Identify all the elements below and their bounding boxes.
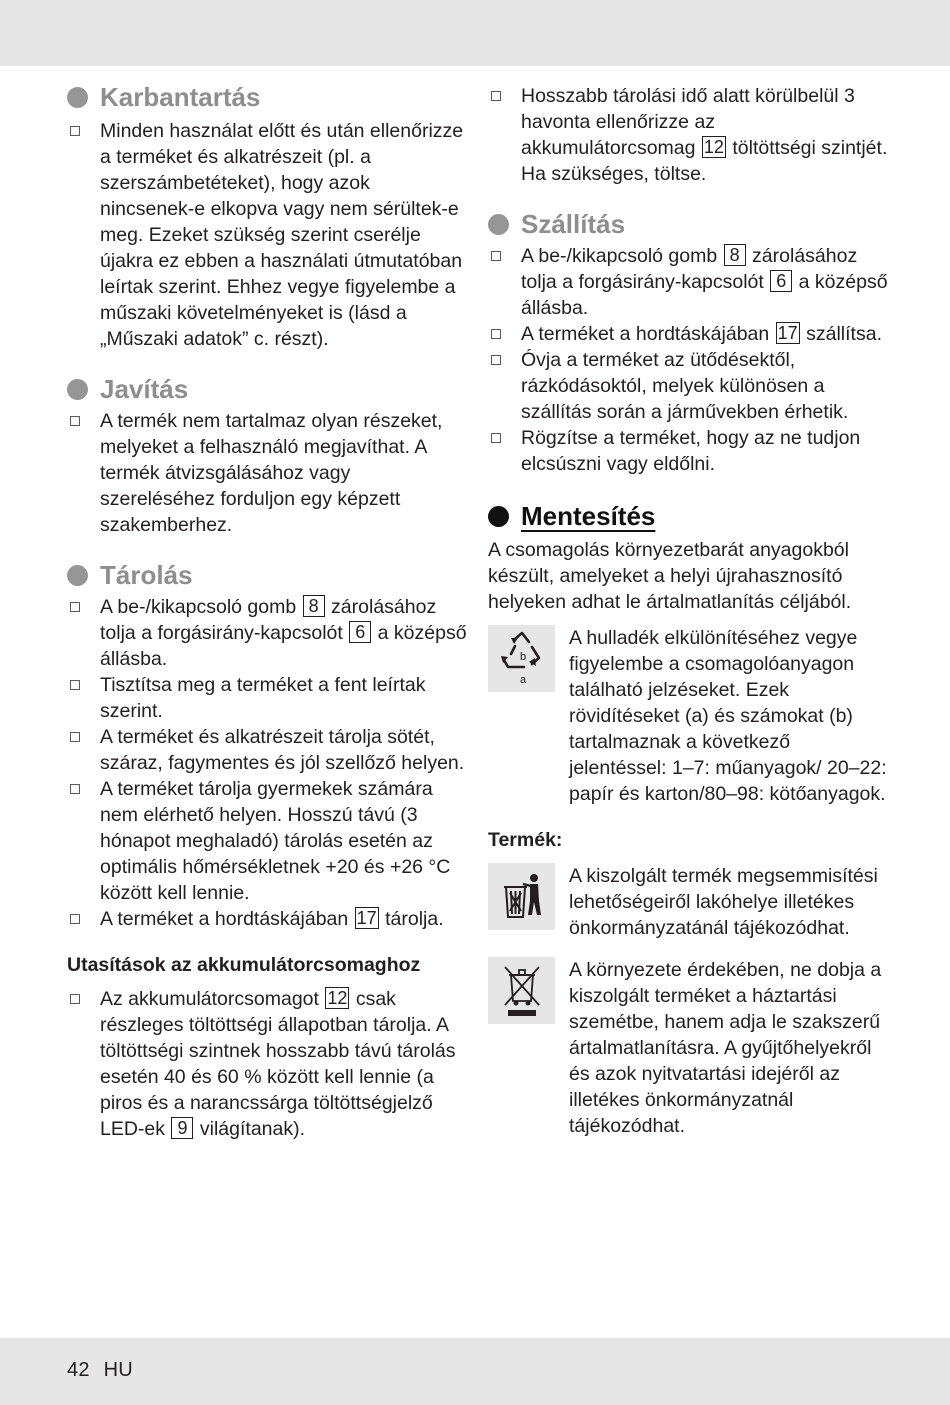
- bullet-dot-icon: [67, 87, 88, 108]
- bullet-dot-icon: [488, 506, 509, 527]
- checkbox-bullet-icon: [491, 355, 501, 365]
- list-item: A be-/kikapcsoló gomb 8 zárolásához tolja a forgásirány-kapcsolót 6 a középső állásba.: [67, 594, 467, 672]
- list-item: A terméket és alkatrészeit tárolja sötét, száraz, fagymentes és jól szellőző helyen.: [67, 724, 467, 776]
- reference-number: 17: [777, 323, 798, 343]
- list-item: A be-/kikapcsoló gomb 8 zárolásához tolja a forgásirány-kapcsolót 6 a középső állásba.: [488, 243, 888, 321]
- section-heading-szallitas: Szállítás: [488, 207, 888, 241]
- language-code: HU: [103, 1359, 133, 1381]
- list-item: Az akkumulátorcsomagot 12 csak részleges töltöttségi állapotban tárolja. A töltöttségi szintnek hosszabb távú tárolás esetén 40 és 60 % között kell lennie (a piros és a narancssárga töltöttségjelző LED-ek 9 világítanak).: [67, 986, 467, 1142]
- akku-continued-list: [488, 83, 888, 187]
- waste-bin-person-icon: [488, 863, 555, 930]
- list-item: Rögzítse a terméket, hogy az ne tudjon elcsúszni vagy eldőlni.: [488, 425, 888, 477]
- reference-number: 9: [171, 1117, 193, 1139]
- karbantartas-list: [67, 118, 467, 352]
- reference-number: 8: [724, 244, 746, 266]
- tarolas-list: [67, 594, 467, 932]
- page-footer: [67, 1359, 133, 1382]
- left-column: [67, 80, 467, 1142]
- checkbox-bullet-icon: [70, 732, 80, 742]
- recycle-icon-a: a: [519, 673, 526, 686]
- checkbox-bullet-icon: [70, 784, 80, 794]
- checkbox-bullet-icon: [70, 680, 80, 690]
- reference-number: 8: [303, 595, 325, 617]
- checkbox-bullet-icon: [491, 433, 501, 443]
- product-label: Termék:: [488, 829, 563, 851]
- list-item: Minden használat előtt és után ellenőrizze a terméket és alkatrészeit (pl. a szerszámbetéteket), hogy azok nincsenek-e elkopva vagy nem sérültek-e meg. Ezeket szükség szerint cserélje újakra ez ebben a használati útmutatóban leírtak szerint. Ehhez vegye figyelembe a műszaki követelményeket is (lásd a „Műszaki adatok” c. részt).: [67, 118, 467, 352]
- page-number: 42: [67, 1359, 90, 1381]
- bullet-dot-icon: [67, 379, 88, 400]
- recycling-icon: [488, 625, 555, 692]
- section-heading-javitas: Javítás: [67, 372, 467, 406]
- recycling-info: [488, 625, 888, 807]
- checkbox-bullet-icon: [70, 416, 80, 426]
- reference-number: 17: [356, 908, 377, 928]
- weee-info: [488, 957, 888, 1139]
- recycling-text: A hulladék elkülönítéséhez vegye figyelembe a csomagolóanyagon található jelzéseket. Ezek rövidítéseket (a) és számokat (b) tartalmaznak a következő jelentéssel: 1–7: műanyagok/ 20–22: papír és karton/80–98: kötőanyagok.: [569, 627, 887, 805]
- footer-band: [0, 1338, 950, 1405]
- checkbox-bullet-icon: [491, 329, 501, 339]
- list-item: Hosszabb tárolási idő alatt körülbelül 3 havonta ellenőrizze az akkumulátorcsomag 12 töltöttségi szintjét. Ha szükséges, töltse.: [488, 83, 888, 187]
- section-heading-karbantartas: Karbantartás: [67, 80, 467, 114]
- checkbox-bullet-icon: [70, 914, 80, 924]
- reference-number: 12: [703, 137, 724, 157]
- right-column: [488, 80, 888, 1139]
- szallitas-list: [488, 243, 888, 477]
- checkbox-bullet-icon: [491, 251, 501, 261]
- list-item: A termék nem tartalmaz olyan részeket, melyeket a felhasználó megjavíthat. A termék átvizsgálásához vagy szereléséhez forduljon egy képzett szakemberhez.: [67, 408, 467, 538]
- checkbox-bullet-icon: [491, 91, 501, 101]
- bin-info: [488, 863, 888, 941]
- reference-number: 6: [349, 621, 371, 643]
- weee-text: A környezete érdekében, ne dobja a kiszolgált terméket a háztartási szemétbe, hanem adja le szakszerű ártalmatlanításra. A gyűjtőhelyekről és azok nyitvatartási idejéről az illetékes önkormányzatnál tájékozódhat.: [569, 959, 882, 1137]
- javitas-list: [67, 408, 467, 538]
- bullet-dot-icon: [488, 214, 509, 235]
- reference-number: 12: [327, 988, 348, 1008]
- section-heading-mentesites: Mentesítés: [488, 499, 888, 533]
- list-item: Óvja a terméket az ütődésektől, rázkódásoktól, melyek különösen a szállítás során a járművekben érhetik.: [488, 347, 888, 425]
- bullet-dot-icon: [67, 565, 88, 586]
- list-item: A terméket a hordtáskájában 17 szállítsa.: [488, 321, 888, 347]
- recycle-icon-b: b: [519, 650, 526, 663]
- subheading-akku: Utasítások az akkumulátorcsomaghoz: [67, 954, 421, 976]
- checkbox-bullet-icon: [70, 602, 80, 612]
- crossed-bin-icon: [488, 957, 555, 1024]
- section-heading-tarolas: Tárolás: [67, 558, 467, 592]
- checkbox-bullet-icon: [70, 994, 80, 1004]
- bin-text: A kiszolgált termék megsemmisítési lehetőségeiről lakóhelye illetékes önkormányzatánál tájékozódhat.: [569, 865, 878, 939]
- checkbox-bullet-icon: [70, 126, 80, 136]
- list-item: Tisztítsa meg a terméket a fent leírtak szerint.: [67, 672, 467, 724]
- header-band: [0, 0, 950, 66]
- disposal-intro: A csomagolás környezetbarát anyagokból készült, amelyeket a helyi újrahasznosító helyeken adhat le ártalmatlanítás céljából.: [488, 539, 852, 613]
- akku-list: [67, 986, 467, 1142]
- reference-number: 6: [770, 270, 792, 292]
- list-item: A terméket tárolja gyermekek számára nem elérhető helyen. Hosszú távú (3 hónapot meghaladó) tárolás esetén az optimális hőmérsékletnek +20 és +26 °C között kell lennie.: [67, 776, 467, 906]
- list-item: A terméket a hordtáskájában 17 tárolja.: [67, 906, 467, 932]
